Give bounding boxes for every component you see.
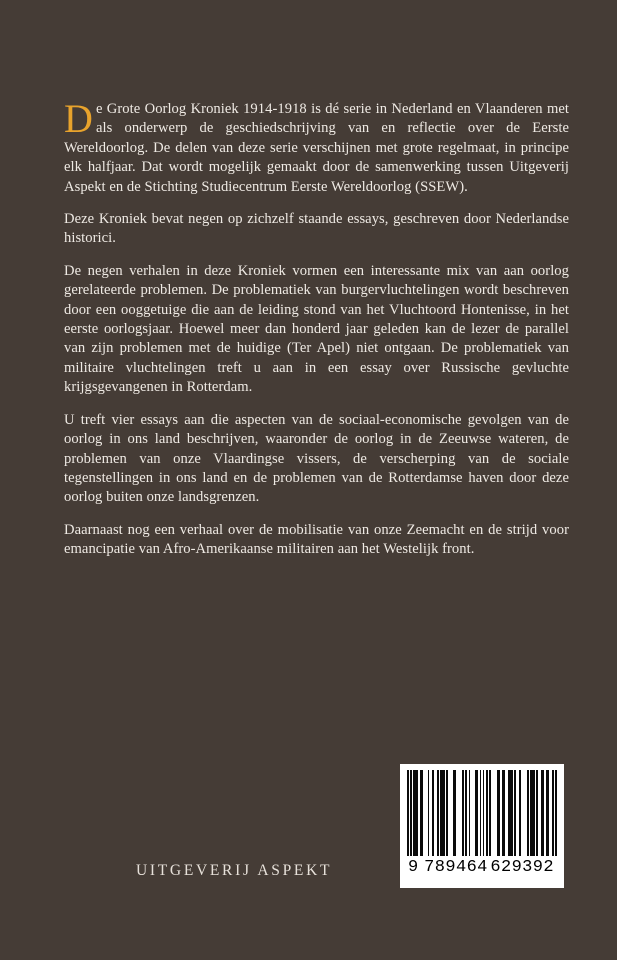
blurb-paragraph-5: Daarnaast nog een verhaal over de mobilisatie van onze Zeemacht en de strijd voor emancipatie van Afro-Amerikaanse militairen aan het Westelijk front. (64, 521, 569, 558)
barcode-digit-lead: 9 (408, 857, 419, 877)
blurb-paragraph-3: De negen verhalen in deze Kroniek vormen een interessante mix van aan oorlog gerelateerde problemen. De problematiek van burgervluchtelingen wordt beschreven door een ooggetuige die aan de leiding stond van het Vluchtoord Hontenisse, in het eerste oorlogsjaar. Hoewel meer dan honderd jaar geleden kan de lezer de parallel van zijn problemen met de huidige (Ter Apel) niet ontgaan. De problematiek van militaire vluchtelingen treft u aan in een essay over Russische gevluchte krijgsgevangenen in Rotterdam. (64, 262, 569, 396)
barcode-digits-left: 789464 (424, 857, 488, 877)
publisher-imprint: UITGEVERIJ ASPEKT (136, 862, 333, 879)
blurb-paragraph-2: Deze Kroniek bevat negen op zichzelf staande essays, geschreven door Nederlandse historici. (64, 211, 569, 247)
barcode-digits (407, 857, 557, 877)
barcode-digits-right: 629392 (490, 857, 554, 877)
barcode-bars (407, 770, 557, 856)
blurb-text-block (64, 96, 569, 560)
blurb-paragraph-1: De Grote Oorlog Kroniek 1914-1918 is dé serie in Nederland en Vlaanderen met als onderwerp de geschiedschrijving van en reflectie over de Eerste Wereldoorlog. De delen van deze serie verschijnen met grote regelmaat, in principe elk halfjaar. Dat wordt mogelijk gemaakt door de samenwerking tussen Uitgeverij Aspekt en de Stichting Studiecentrum Eerste Wereldoorlog (SSEW). (64, 96, 569, 195)
blurb-paragraph-4: U treft vier essays aan die aspecten van de sociaal-economische gevolgen van de oorlog in ons land beschrijven, waaronder de oorlog in de Zeeuwse wateren, de problemen van onze Vlaardingse vissers, de verscherping van de sociale tegenstellingen in ons land en de problemen van de Rotterdamse haven door deze oorlog buiten onze landsgrenzen. (64, 411, 569, 506)
isbn-barcode (400, 764, 564, 888)
